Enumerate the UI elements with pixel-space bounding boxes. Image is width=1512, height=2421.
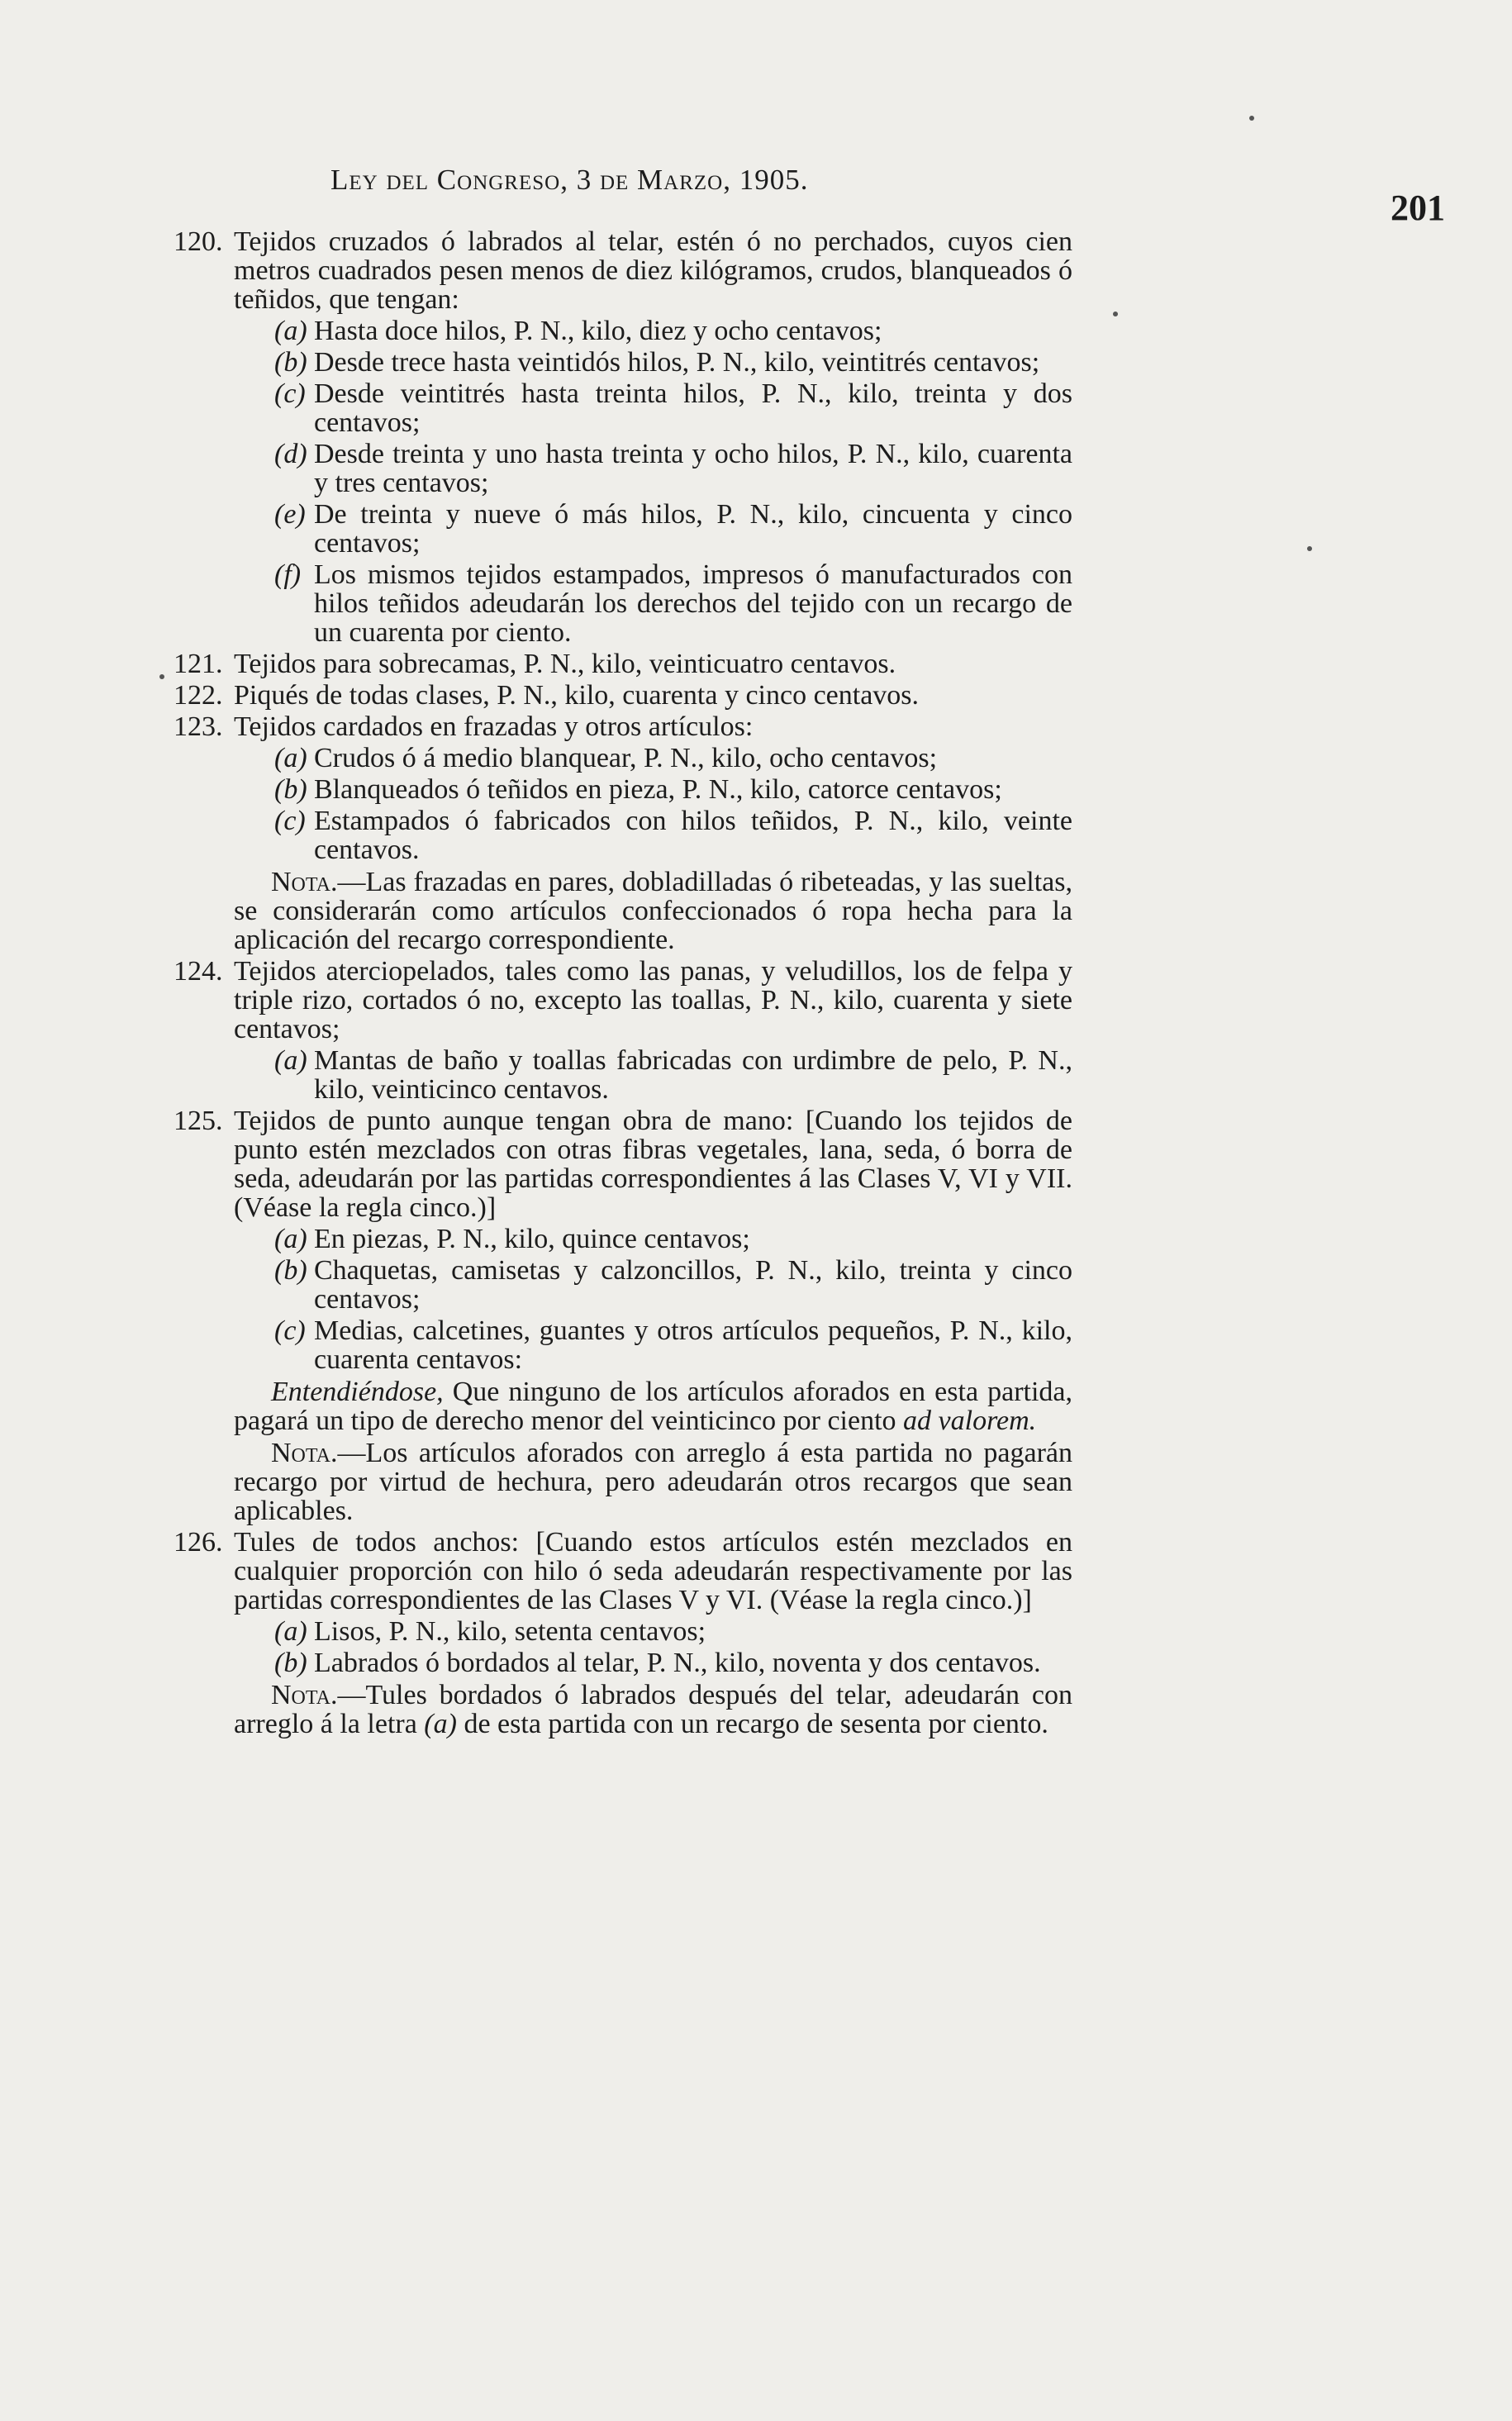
sub-label: (c) bbox=[274, 806, 306, 836]
proviso-label: Entendiéndose, bbox=[271, 1377, 444, 1407]
sub-item-a bbox=[234, 316, 1072, 345]
sub-item-c bbox=[234, 379, 1072, 437]
note-label: Nota. bbox=[271, 867, 338, 897]
sub-item-d bbox=[234, 440, 1072, 497]
sub-label: (f) bbox=[274, 559, 302, 590]
sub-item-a bbox=[234, 1046, 1072, 1104]
note-label: Nota. bbox=[271, 1438, 338, 1468]
sub-item-f bbox=[234, 560, 1072, 647]
sub-text: De treinta y nueve ó más hilos, P. N., kilo, cincuenta y cinco centavos; bbox=[314, 499, 1072, 559]
entry-number: 124. bbox=[174, 956, 223, 987]
entry-number: 123. bbox=[174, 711, 223, 742]
page-number: 201 bbox=[1391, 188, 1445, 228]
sub-label: (a) bbox=[274, 1616, 307, 1647]
sub-label: (b) bbox=[274, 347, 307, 378]
sub-label: (b) bbox=[274, 1255, 307, 1286]
tariff-entry-126 bbox=[174, 1527, 1072, 1739]
note-text-end: de esta partida con un recargo de sesenta por ciento. bbox=[456, 1709, 1048, 1739]
sub-item-a bbox=[234, 1225, 1072, 1253]
sub-item-a bbox=[234, 1617, 1072, 1646]
scan-speck bbox=[1249, 116, 1254, 121]
sub-item-b bbox=[234, 1256, 1072, 1314]
tariff-entry-125 bbox=[174, 1106, 1072, 1526]
tariff-entry-122 bbox=[174, 680, 1072, 711]
note-text: —Las frazadas en pares, dobladilladas ó ribeteadas, y las sueltas, se considerarán como artículos confeccionados ó ropa hecha para la aplicación del recargo correspondiente. bbox=[234, 867, 1072, 955]
scan-speck bbox=[1113, 312, 1118, 316]
tariff-entry-120 bbox=[174, 226, 1072, 648]
proviso-paragraph bbox=[234, 1377, 1072, 1435]
note-label: Nota. bbox=[271, 1680, 338, 1710]
note-paragraph bbox=[234, 1681, 1072, 1738]
sub-label: (a) bbox=[274, 1045, 307, 1076]
sub-item-b bbox=[234, 1648, 1072, 1677]
note-paragraph bbox=[234, 868, 1072, 954]
sub-text: Lisos, P. N., kilo, setenta centavos; bbox=[314, 1616, 706, 1647]
sub-text: Mantas de baño y toallas fabricadas con urdimbre de pelo, P. N., kilo, veinticinco centavos. bbox=[314, 1045, 1072, 1105]
running-title: Ley del Congreso, 3 de Marzo, 1905. bbox=[330, 164, 809, 196]
sub-text: Hasta doce hilos, P. N., kilo, diez y ocho centavos; bbox=[314, 316, 882, 346]
entry-text: Tejidos de punto aunque tengan obra de mano: [Cuando los tejidos de punto estén mezclados con otras fibras vegetales, lana, seda, ó borra de seda, adeudarán por las partidas correspondientes á las Clases V, VI y VII. (Véase la regla cinco.)] bbox=[234, 1106, 1072, 1223]
note-text: —Los artículos aforados con arreglo á esta partida no pagarán recargo por virtud de hechura, pero adeudarán otros recargos que sean aplicables. bbox=[234, 1438, 1072, 1526]
sub-label: (d) bbox=[274, 439, 307, 469]
entry-text: Tules de todos anchos: [Cuando estos artículos estén mezclados en cualquier proporción con hilo ó seda adeudarán respectivamente por las partidas correspondientes de las Clases V y VI. (Véase la regla cinco.)] bbox=[234, 1527, 1072, 1615]
tariff-entry-121 bbox=[174, 649, 1072, 679]
sub-item-b bbox=[234, 348, 1072, 377]
proviso-tail: ad valorem. bbox=[903, 1406, 1037, 1436]
tariff-entry-123 bbox=[174, 711, 1072, 955]
sub-text: Medias, calcetines, guantes y otros artículos pequeños, P. N., kilo, cuarenta centavos: bbox=[314, 1315, 1072, 1375]
sub-item-c bbox=[234, 806, 1072, 864]
scan-speck bbox=[159, 674, 164, 679]
note-paragraph bbox=[234, 1439, 1072, 1525]
entry-number: 121. bbox=[174, 649, 223, 679]
note-text-start: —Tules bordados ó labrados después del telar, adeudarán con arreglo á la letra bbox=[234, 1680, 1072, 1739]
entry-number: 120. bbox=[174, 226, 223, 257]
sub-text: Chaquetas, camisetas y calzoncillos, P. N., kilo, treinta y cinco centavos; bbox=[314, 1255, 1072, 1315]
entry-number: 122. bbox=[174, 680, 223, 711]
sub-label: (c) bbox=[274, 1315, 306, 1346]
sub-label: (b) bbox=[274, 774, 307, 805]
entry-text: Tejidos aterciopelados, tales como las panas, y veludillos, los de felpa y triple rizo, cortados ó no, excepto las toallas, P. N., kilo, cuarenta y siete centavos; bbox=[234, 956, 1072, 1044]
sub-label: (a) bbox=[274, 1224, 307, 1254]
sub-label: (a) bbox=[274, 743, 307, 773]
sub-text: Desde veintitrés hasta treinta hilos, P. N., kilo, treinta y dos centavos; bbox=[314, 378, 1072, 438]
entry-text: Tejidos para sobrecamas, P. N., kilo, veinticuatro centavos. bbox=[234, 649, 896, 679]
entry-text: Tejidos cardados en frazadas y otros artículos: bbox=[234, 711, 754, 742]
proviso-text: Que ninguno de los artículos aforados en esta partida, pagará un tipo de derecho menor del veinticinco por ciento bbox=[234, 1377, 1072, 1436]
sub-item-c bbox=[234, 1316, 1072, 1374]
entry-number: 125. bbox=[174, 1106, 223, 1136]
sub-text: Blanqueados ó teñidos en pieza, P. N., kilo, catorce centavos; bbox=[314, 774, 1002, 805]
sub-text: Estampados ó fabricados con hilos teñidos, P. N., kilo, veinte centavos. bbox=[314, 806, 1072, 865]
sub-item-a bbox=[234, 744, 1072, 773]
sub-text: Labrados ó bordados al telar, P. N., kilo, noventa y dos centavos. bbox=[314, 1648, 1041, 1678]
entry-text: Piqués de todas clases, P. N., kilo, cuarenta y cinco centavos. bbox=[234, 680, 920, 711]
sub-label: (b) bbox=[274, 1648, 307, 1678]
sub-label: (c) bbox=[274, 378, 306, 409]
sub-text: Desde trece hasta veintidós hilos, P. N., kilo, veintitrés centavos; bbox=[314, 347, 1040, 378]
sub-text: Los mismos tejidos estampados, impresos ó manufacturados con hilos teñidos adeudarán los derechos del tejido con un recargo de un cuarenta por ciento. bbox=[314, 559, 1072, 648]
tariff-text bbox=[174, 226, 1072, 1741]
entry-number: 126. bbox=[174, 1527, 223, 1558]
sub-text: Crudos ó á medio blanquear, P. N., kilo, ocho centavos; bbox=[314, 743, 938, 773]
scan-speck bbox=[1307, 546, 1312, 551]
sub-text: Desde treinta y uno hasta treinta y ocho hilos, P. N., kilo, cuarenta y tres centavos; bbox=[314, 439, 1072, 498]
note-letter: (a) bbox=[424, 1709, 457, 1739]
entry-text: Tejidos cruzados ó labrados al telar, estén ó no perchados, cuyos cien metros cuadrados pesen menos de diez kilógramos, crudos, blanqueados ó teñidos, que tengan: bbox=[234, 226, 1072, 315]
tariff-entry-124 bbox=[174, 956, 1072, 1105]
sub-label: (e) bbox=[274, 499, 306, 530]
sub-label: (a) bbox=[274, 316, 307, 346]
sub-text: En piezas, P. N., kilo, quince centavos; bbox=[314, 1224, 750, 1254]
sub-item-e bbox=[234, 500, 1072, 558]
sub-item-b bbox=[234, 775, 1072, 804]
